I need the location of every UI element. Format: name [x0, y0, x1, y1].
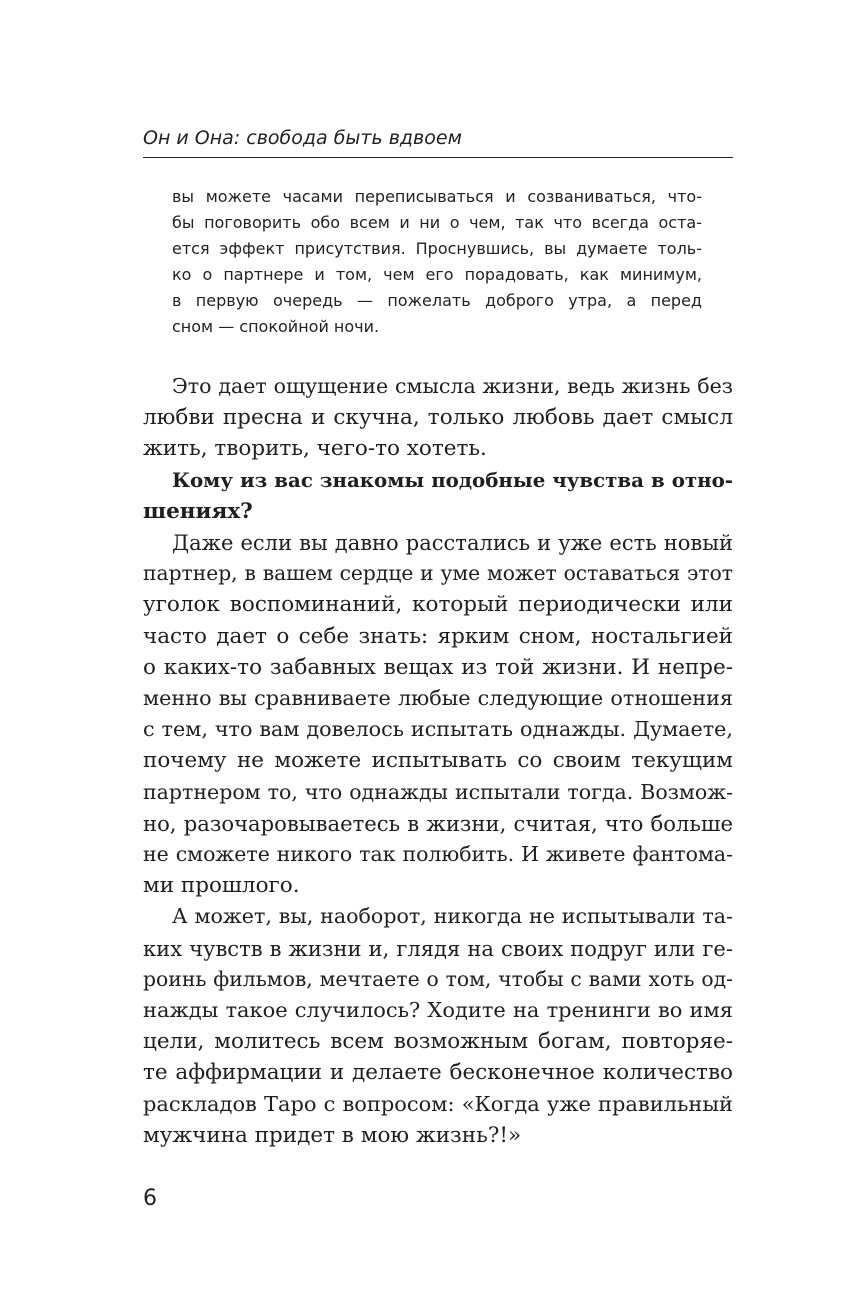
body-line: о каких-то забавных вещах из той жизни. И непре- [143, 654, 733, 680]
body-line: А может, вы, наоборот, никогда не испытывали та- [172, 904, 733, 929]
body-line: шениях? [143, 498, 253, 524]
body-line: мужчина придет в мою жизнь?!» [143, 1122, 522, 1148]
note-line: вы можете часами переписываться и созваниваться, что- [172, 187, 702, 206]
body-line: партнером то, что однажды испытали тогда. Возмож- [143, 779, 733, 804]
body-line: цели, молитесь всем возможным богам, повторяе- [143, 1029, 733, 1055]
note-line: сном — спокойной ночи. [172, 317, 380, 336]
body-line: часто дает о себе знать: ярким сном, ностальгией [143, 623, 733, 649]
body-line: Кому из вас знакомы подобные чувства в отно- [172, 467, 733, 492]
body-line: но, разочаровываетесь в жизни, считая, что больше [143, 810, 733, 836]
body-line: Это дает ощущение смысла жизни, ведь жизнь без [172, 374, 733, 398]
body-line: почему не можете испытывать со своим текущим [143, 748, 733, 774]
body-line: нажды такое случилось? Ходите на тренинги во имя [143, 998, 733, 1023]
body-line: менно вы сравниваете любые следующие отношения [143, 686, 733, 711]
body-line: те аффирмации и делаете бесконечное количество [143, 1060, 733, 1086]
body-line: не сможете никого так полюбить. И живете фантома- [143, 842, 733, 867]
running-title: Он и Она: свобода быть вдвоем [143, 127, 462, 149]
body-text [143, 371, 733, 1151]
inset-note [172, 184, 702, 340]
body-line: роинь фильмов, мечтаете о том, чтобы с вами хоть од- [143, 966, 733, 991]
note-line: ко о партнере и том, чем его порадовать, как минимум, [172, 265, 702, 284]
note-line: в первую очередь — пожелать доброго утра, а перед [172, 291, 702, 310]
body-line: раскладов Таро с вопросом: «Когда уже правильный [143, 1091, 733, 1116]
body-line: с тем, что вам довелось испытать однажды. Думаете, [143, 717, 733, 742]
body-line: Даже если вы давно расстались и уже есть новый [172, 530, 733, 556]
header-rule [143, 157, 733, 158]
note-line: бы поговорить обо всем и ни о чем, так что всегда оста- [172, 213, 702, 232]
body-line: уголок воспоминаний, который периодически или [143, 592, 733, 618]
body-line: жить, творить, чего-то хотеть. [143, 436, 487, 462]
body-line: любви пресна и скучна, только любовь дает смысл [143, 405, 733, 431]
body-line: ми прошлого. [143, 873, 300, 899]
page-number: 6 [143, 1186, 157, 1211]
paragraph-3 [143, 901, 733, 1151]
body-line: ких чувств в жизни и, глядя на своих подруг или ге- [143, 935, 733, 961]
note-line: ется эффект присутствия. Проснувшись, вы думаете толь- [172, 239, 702, 258]
question-paragraph [143, 465, 733, 527]
body-line: партнер, в вашем сердце и уме может оставаться этот [143, 561, 733, 586]
paragraph-2 [143, 527, 733, 901]
paragraph-1 [143, 371, 733, 465]
